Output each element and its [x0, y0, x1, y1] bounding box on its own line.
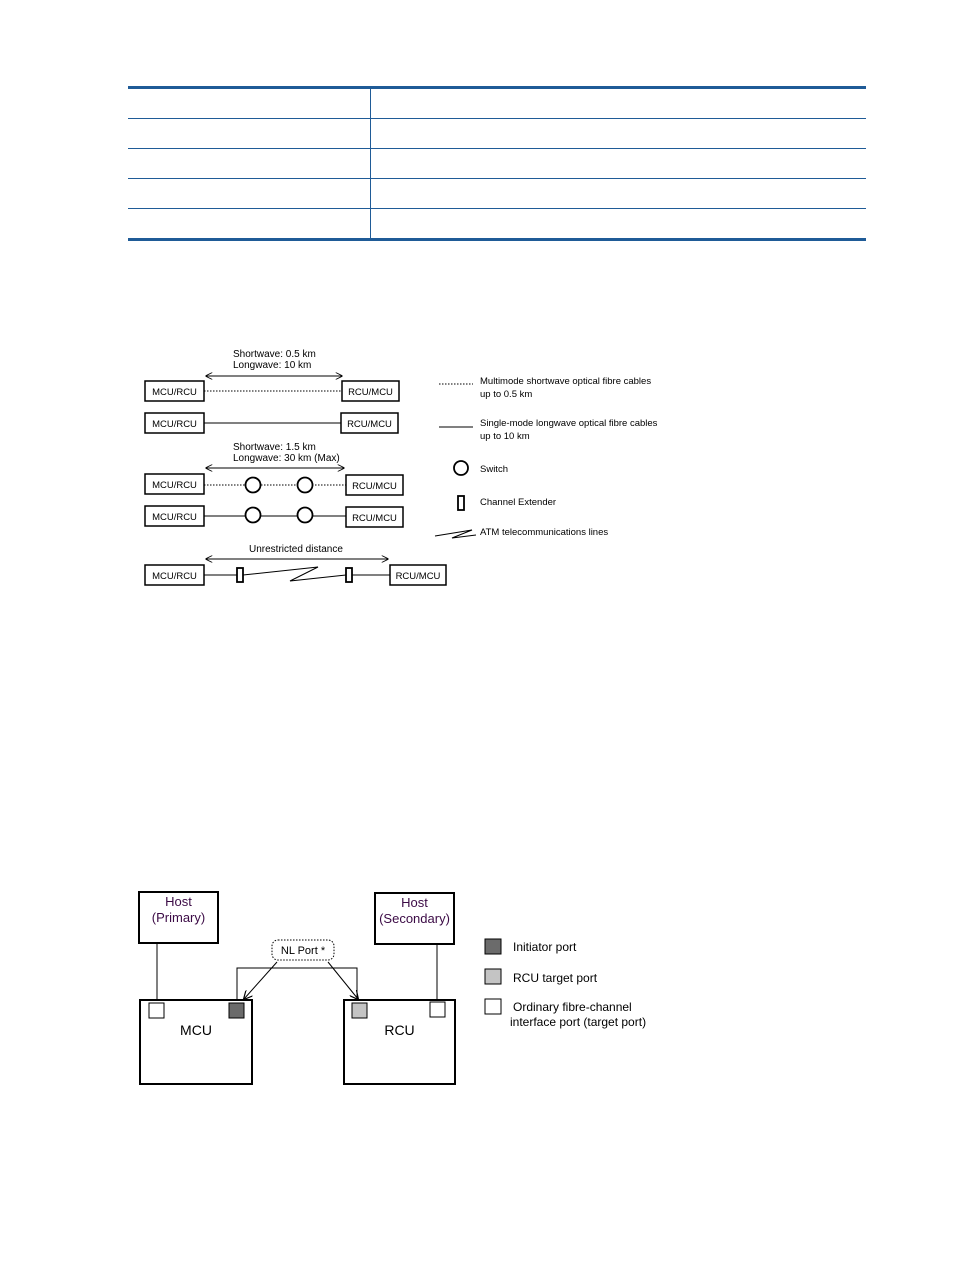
legend-multimode-text-2: up to 0.5 km [480, 389, 533, 400]
initiator-port [229, 1003, 244, 1018]
host-secondary-label-2: (Secondary) [379, 911, 450, 926]
legend-rcu-target-swatch [485, 969, 501, 984]
box-label: RCU/MCU [352, 513, 397, 524]
legend-atm-text: ATM telecommunications lines [480, 527, 609, 538]
distance-label-longwave-10: Longwave: 10 km [233, 360, 312, 371]
rcu-target-port [352, 1003, 367, 1018]
legend-ordinary-text-2: interface port (target port) [510, 1015, 647, 1029]
host-secondary-label: Host [401, 895, 428, 910]
box-label: MCU/RCU [152, 419, 197, 430]
nl-port-label: NL Port * [280, 945, 326, 957]
box-label: RCU/MCU [352, 481, 397, 492]
legend-ordinary-text: Ordinary fibre-channel [513, 1000, 632, 1014]
distance-label-longwave-30: Longwave: 30 km (Max) [233, 453, 340, 464]
box-label: RCU/MCU [348, 387, 393, 398]
legend-rcu-target-text: RCU target port [513, 971, 598, 985]
ordinary-port [430, 1002, 445, 1017]
legend-single-mode-text-2: up to 10 km [480, 431, 530, 442]
legend-multimode-text: Multimode shortwave optical fibre cables [480, 376, 652, 387]
box-label: MCU/RCU [152, 387, 197, 398]
host-secondary-box [375, 893, 454, 944]
distance-label-unrestricted: Unrestricted distance [249, 544, 343, 555]
legend-initiator-swatch [485, 939, 501, 954]
host-primary-label: Host [165, 894, 192, 909]
legend-single-mode-text: Single-mode longwave optical fibre cables [480, 418, 658, 429]
host-primary-label-2: (Primary) [151, 910, 206, 925]
legend-switch-text: Switch [480, 464, 508, 475]
ordinary-port [149, 1003, 164, 1018]
box-label: MCU/RCU [152, 512, 197, 523]
distance-label-shortwave-15: Shortwave: 1.5 km [233, 442, 316, 453]
box-label: RCU/MCU [395, 571, 441, 582]
rcu-label: RCU [384, 1022, 415, 1038]
distance-label-shortwave-05: Shortwave: 0.5 km [233, 349, 316, 360]
legend-initiator-text: Initiator port [513, 940, 577, 954]
nl-port-callout [272, 940, 334, 960]
legend-ordinary-swatch [485, 999, 501, 1014]
box-label: RCU/MCU [347, 419, 392, 430]
legend-extender-text: Channel Extender [480, 497, 557, 508]
box-label: MCU/RCU [152, 571, 197, 582]
host-primary-box [139, 892, 218, 943]
fibre-link [237, 968, 357, 1000]
mcu-label: MCU [180, 1022, 212, 1038]
box-label: MCU/RCU [152, 480, 197, 491]
